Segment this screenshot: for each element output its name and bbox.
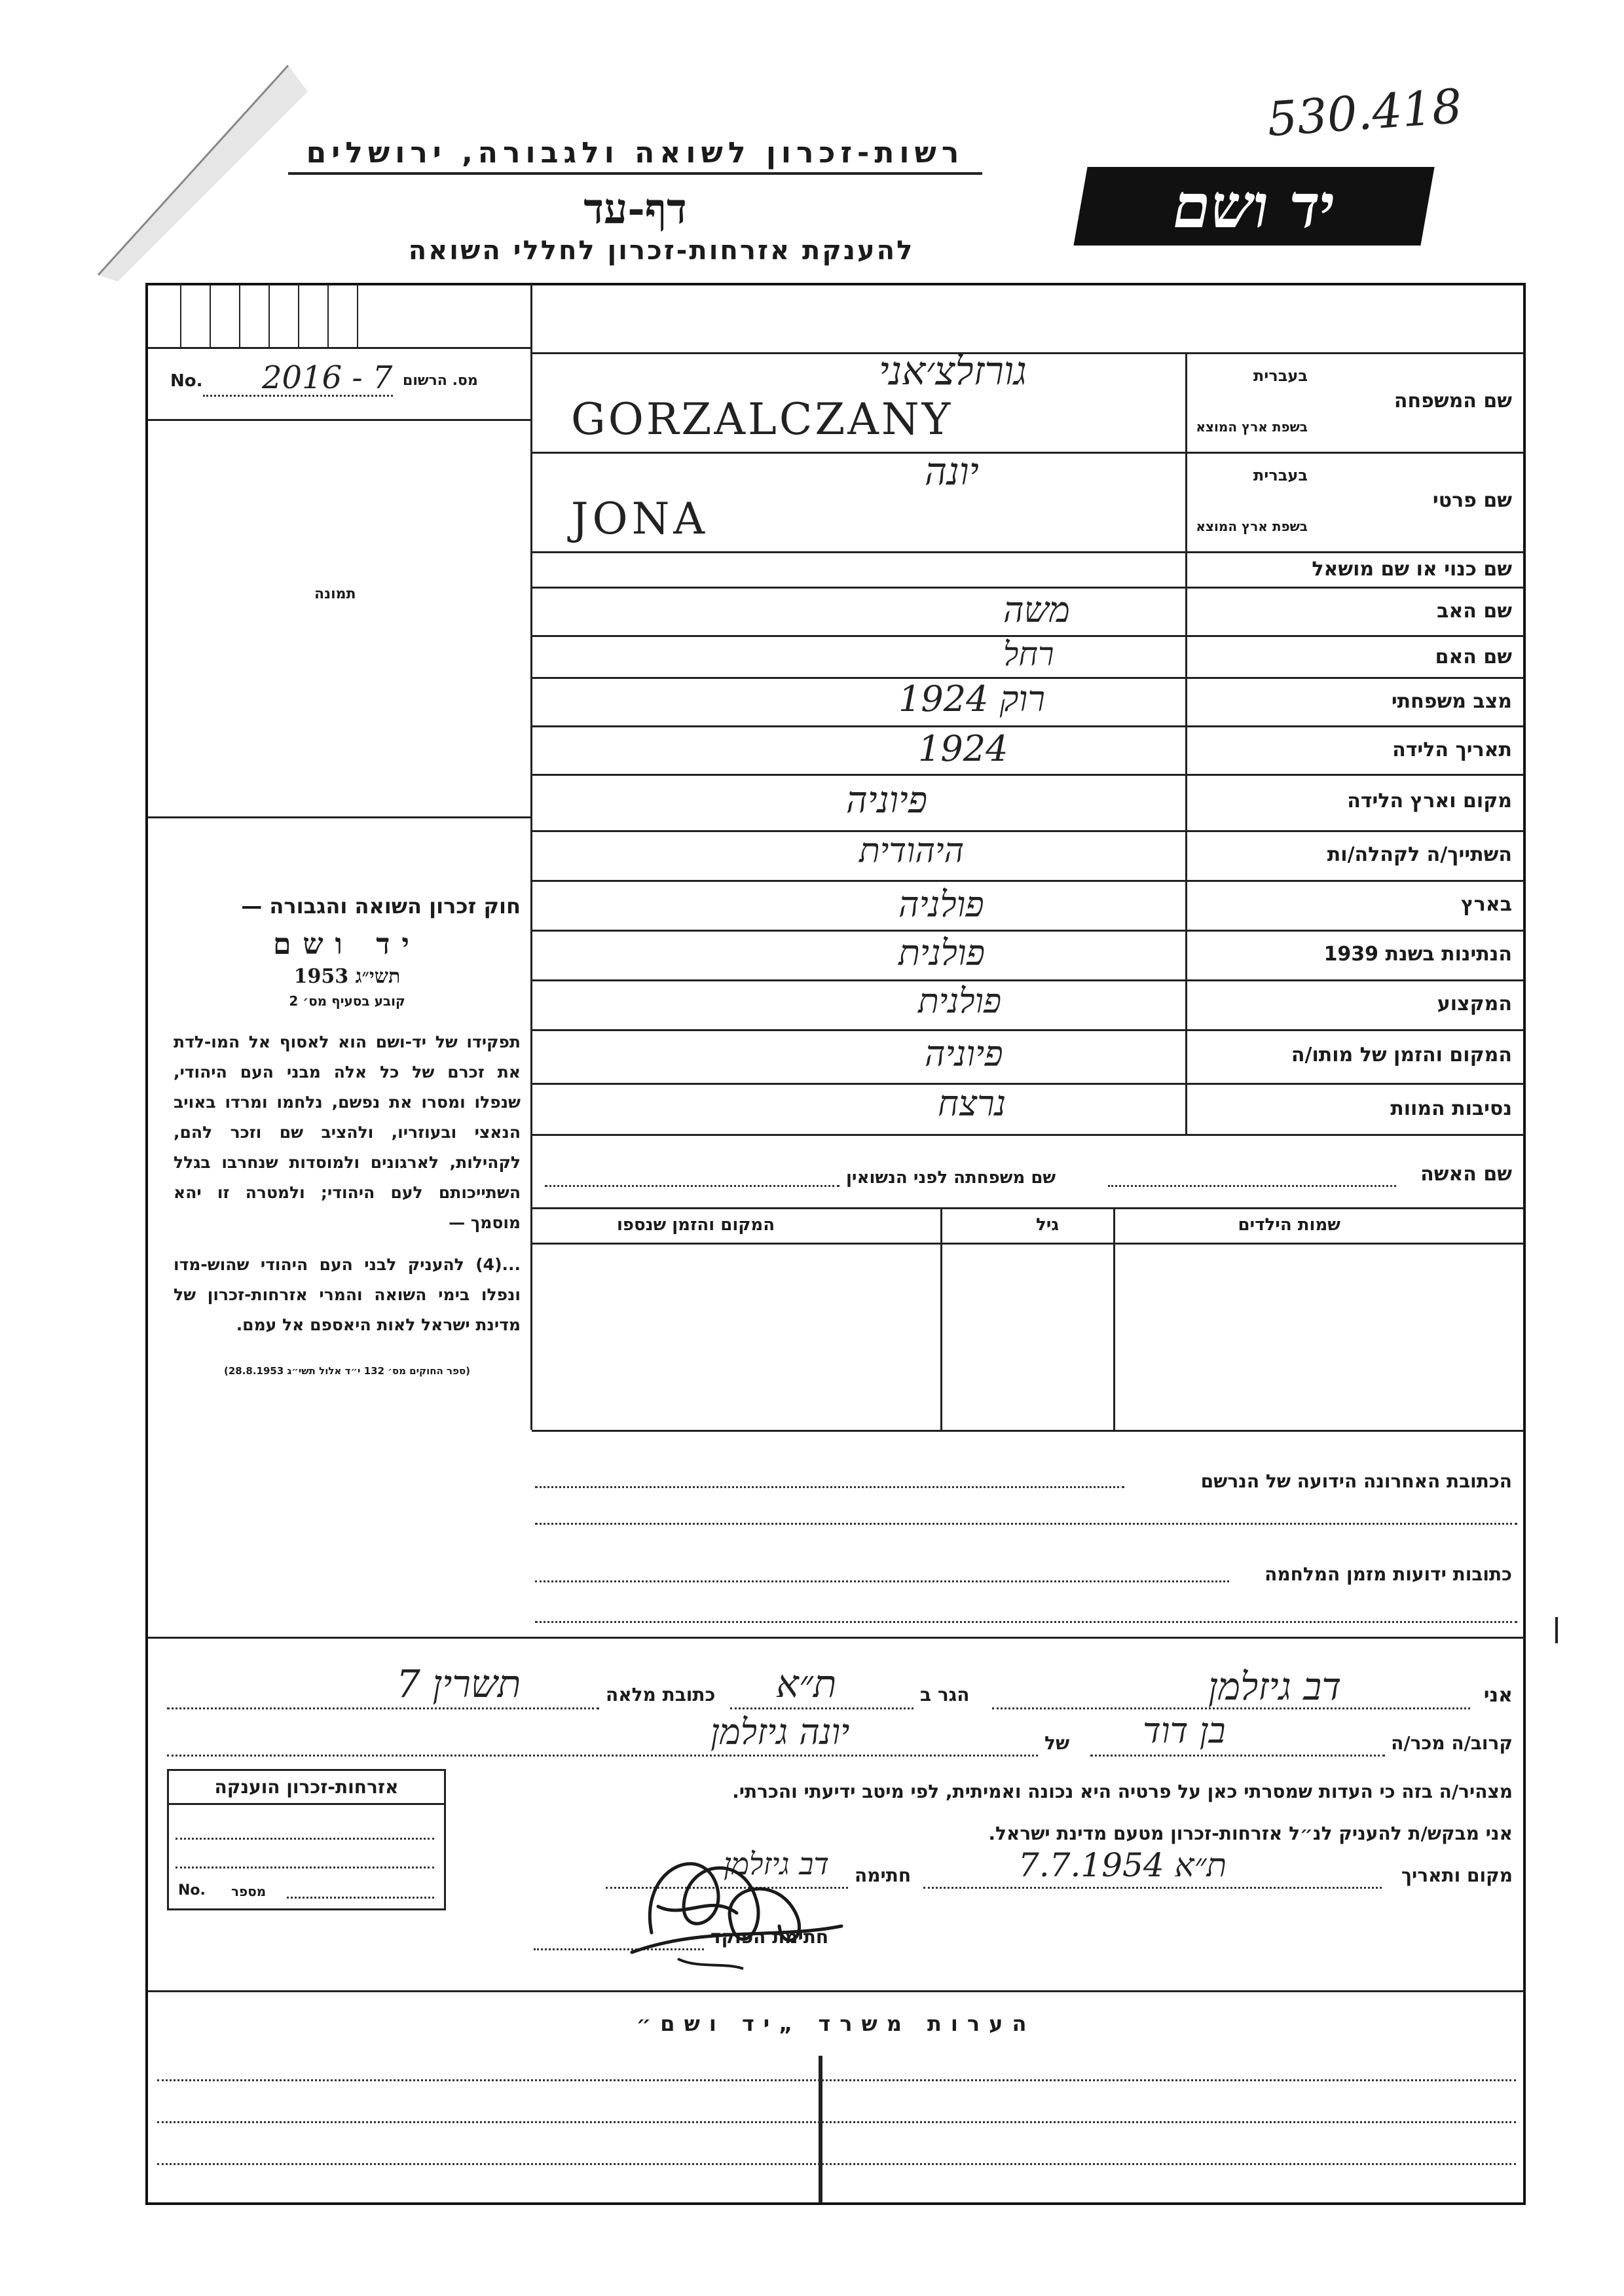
law-section: קובע בסעיף מס׳ 2 xyxy=(289,993,405,1009)
relative-name-value: יונה גיזלמן xyxy=(710,1711,850,1753)
relation-field xyxy=(1090,1748,1385,1757)
full-address-value: תשרין 7 xyxy=(396,1662,521,1706)
last-address-label: הכתובת האחרונה הידועה של הנרשם xyxy=(1200,1470,1512,1492)
first-name-label: שם פרטי xyxy=(1432,489,1512,512)
law-name: יד ושם xyxy=(273,928,421,961)
war-addresses-field-2 xyxy=(535,1614,1517,1623)
authority-line: רשות-זכרון לשואה ולגבורה, ירושלים xyxy=(288,136,982,175)
declaration-section xyxy=(147,1638,1524,1978)
officer-signature-label: חתימת הפוקד xyxy=(710,1926,829,1948)
full-address-field xyxy=(167,1701,599,1709)
law-paragraph-2: ...(4) להעניק לבני העם היהודי שהוש-מדו ונפלו בימי השואה והמרי אזרחות-זכרון של מדינת ישראל לאות היאספם אל עמם. xyxy=(174,1255,521,1334)
last-address-field-1 xyxy=(535,1480,1124,1488)
birth-date-value: 1924 xyxy=(918,728,1008,769)
law-title: חוק זכרון השואה והגבורה — xyxy=(241,894,521,919)
community-label: השתייך/ה לקהלה/ות xyxy=(1327,843,1512,866)
law-source: (ספר החוקים מס׳ 132 י״ד אלול תשי״ג 28.8.1953) xyxy=(223,1365,471,1377)
citizenship-granted-title: אזרחות-זכרון הוענקה xyxy=(169,1771,444,1805)
wife-name-field xyxy=(1108,1178,1396,1187)
death-circumstances-value: נרצח xyxy=(938,1083,1006,1124)
page-tick-mark xyxy=(1555,1617,1558,1643)
signature-value: דב גיזלמן xyxy=(724,1846,830,1882)
law-year: תשי״ג 1953 xyxy=(293,965,401,988)
children-table-header xyxy=(532,1209,1524,1243)
registration-no-label: No. xyxy=(170,371,203,391)
citizenship-granted-box xyxy=(167,1769,446,1910)
family-name-label: שם המשפחה xyxy=(1393,390,1512,412)
declarant-name-value: דב גיזלמן xyxy=(1208,1664,1342,1709)
wife-label: שם האשה xyxy=(1420,1163,1512,1186)
family-name-row xyxy=(532,348,1524,452)
office-notes-line-1 xyxy=(157,2077,1516,2081)
country-value: פולניה xyxy=(898,884,984,925)
community-value: היהודית xyxy=(859,831,965,871)
death-place-value: פיוניה xyxy=(925,1033,1003,1074)
death-circumstances-label: נסיבות המוות xyxy=(1390,1097,1512,1120)
city-value: ת״א xyxy=(776,1662,837,1706)
registration-number-row xyxy=(170,359,524,403)
country-label: בארץ xyxy=(1460,893,1512,916)
document-title: דף-עד xyxy=(583,185,687,234)
relative-label: קרוב/ה מכר/ה xyxy=(1391,1732,1513,1754)
marital-status-value: רוק 1924 xyxy=(898,678,1045,720)
residing-label: הגר ב xyxy=(920,1684,970,1705)
family-name-latin-value: GORZALCZANY xyxy=(571,394,953,445)
father-name-value: משה xyxy=(1003,589,1070,630)
war-addresses-label: כתובות ידועות מזמן המלחמה xyxy=(1264,1563,1512,1585)
family-name-hebrew-value: גורזלצ׳אני xyxy=(879,348,1027,394)
nickname-label: שם כנוי או שם מושאל xyxy=(1312,558,1512,581)
law-panel xyxy=(174,894,521,1377)
birth-place-value: פיוניה xyxy=(846,779,928,822)
office-notes-title: הערות משרד „יד ושם״ xyxy=(636,2011,1036,2036)
death-place-row xyxy=(532,1030,1524,1083)
registration-number-value: 2016 - 7 xyxy=(262,359,393,396)
document-subtitle: להענקת אזרחות-זכרון לחללי השואה xyxy=(408,236,915,266)
declaration-i-am-label: אני xyxy=(1483,1684,1513,1707)
family-name-hebrew-sublabel: בעברית xyxy=(1253,367,1308,385)
folded-corner-mark xyxy=(92,39,327,288)
declaration-request: אני מבקש/ת להעניק לנ״ל אזרחות-זכרון מטעם מדינת ישראל. xyxy=(988,1823,1513,1844)
wife-maiden-name-field xyxy=(545,1178,840,1187)
first-name-origin-sublabel: בשפת ארץ המוצא xyxy=(1196,519,1308,534)
citizenship-no-label: No. xyxy=(178,1882,206,1899)
country-row xyxy=(532,881,1524,930)
archive-number: 530.418 xyxy=(1265,78,1464,147)
last-address-row xyxy=(532,1431,1524,1523)
citizenship-1939-value: פולנית xyxy=(898,932,986,974)
citizenship-number-label: מספר xyxy=(231,1884,267,1899)
death-circumstances-row xyxy=(532,1084,1524,1134)
signature-label: חתימה xyxy=(855,1865,912,1886)
war-addresses-field-1 xyxy=(535,1574,1229,1582)
nickname-row xyxy=(532,553,1524,587)
first-name-hebrew-value: יונה xyxy=(925,449,979,494)
wife-row xyxy=(532,1135,1524,1207)
place-date-label: מקום ותאריך xyxy=(1401,1865,1513,1886)
signature-scribble xyxy=(606,1828,881,1978)
community-row xyxy=(532,831,1524,880)
relation-value: בן דוד xyxy=(1143,1710,1226,1751)
profession-label: המקצוע xyxy=(1437,993,1512,1015)
of-label: של xyxy=(1044,1732,1070,1754)
war-addresses-row xyxy=(532,1525,1524,1624)
children-fate-header: המקום והזמן שנספו xyxy=(617,1215,775,1235)
father-name-label: שם האב xyxy=(1437,600,1512,623)
birth-date-label: תאריך הלידה xyxy=(1392,738,1512,761)
full-address-label: כתובת מלאה xyxy=(606,1684,716,1705)
first-name-hebrew-sublabel: בעברית xyxy=(1253,466,1308,484)
law-paragraph-1: תפקידו של יד-ושם הוא לאסוף אל המו-לדת את זכרם של כל אלה מבני העם היהודי, שנפלו ומסרו את נפשם, נלחמו ומרדו באויב הנאצי ובעוזריו, ולהציב שם וזכר להם, לקהילות, לארגונים ולמוסדות שנחרבו בגלל השתייכותם לעם היהודי; ולמטרה זו יהא מוסמך — xyxy=(174,1032,521,1232)
death-place-label: המקום והזמן של מותו/ה xyxy=(1291,1044,1512,1066)
profession-value: פולנית xyxy=(918,982,1002,1021)
citizenship-1939-row xyxy=(532,931,1524,979)
yad-vashem-logo: יד ושם xyxy=(1073,167,1434,246)
children-age-header: גיל xyxy=(1036,1215,1060,1235)
declaration-statement: מצהיר/ה בזה כי העדות שמסרתי כאן על פרטיה היא נכונה ואמיתית, לפי מיטב ידיעתי והכרתי. xyxy=(732,1781,1513,1802)
birth-place-row xyxy=(532,775,1524,830)
wife-maiden-name-label: שם משפחתה לפני הנשואין xyxy=(846,1168,1056,1188)
mother-name-row xyxy=(532,636,1524,677)
children-names-header: שמות הילדים xyxy=(1238,1215,1340,1235)
first-name-latin-value: JONA xyxy=(571,494,709,544)
birth-place-label: מקום וארץ הלידה xyxy=(1347,790,1512,812)
family-name-origin-sublabel: בשפת ארץ המוצא xyxy=(1196,419,1308,435)
last-address-field-2 xyxy=(535,1516,1517,1525)
profession-row xyxy=(532,981,1524,1029)
office-notes-line-2 xyxy=(157,2119,1516,2123)
birth-date-row xyxy=(532,727,1524,774)
mother-name-label: שם האם xyxy=(1435,646,1512,668)
photo-label: תמונה xyxy=(314,586,356,602)
father-name-row xyxy=(532,588,1524,635)
citizenship-1939-label: הנתינות בשנת 1939 xyxy=(1323,943,1512,966)
first-name-row xyxy=(532,449,1524,551)
marital-status-label: מצב משפחתי xyxy=(1391,690,1512,713)
relative-name-field xyxy=(167,1748,1038,1757)
place-date-value: ת״א 7.7.1954 xyxy=(1018,1846,1227,1884)
registration-label: מס. הרשום xyxy=(403,373,478,389)
marital-status-row xyxy=(532,678,1524,725)
office-notes-line-3 xyxy=(157,2160,1516,2165)
mother-name-value: רחל xyxy=(1003,635,1054,673)
